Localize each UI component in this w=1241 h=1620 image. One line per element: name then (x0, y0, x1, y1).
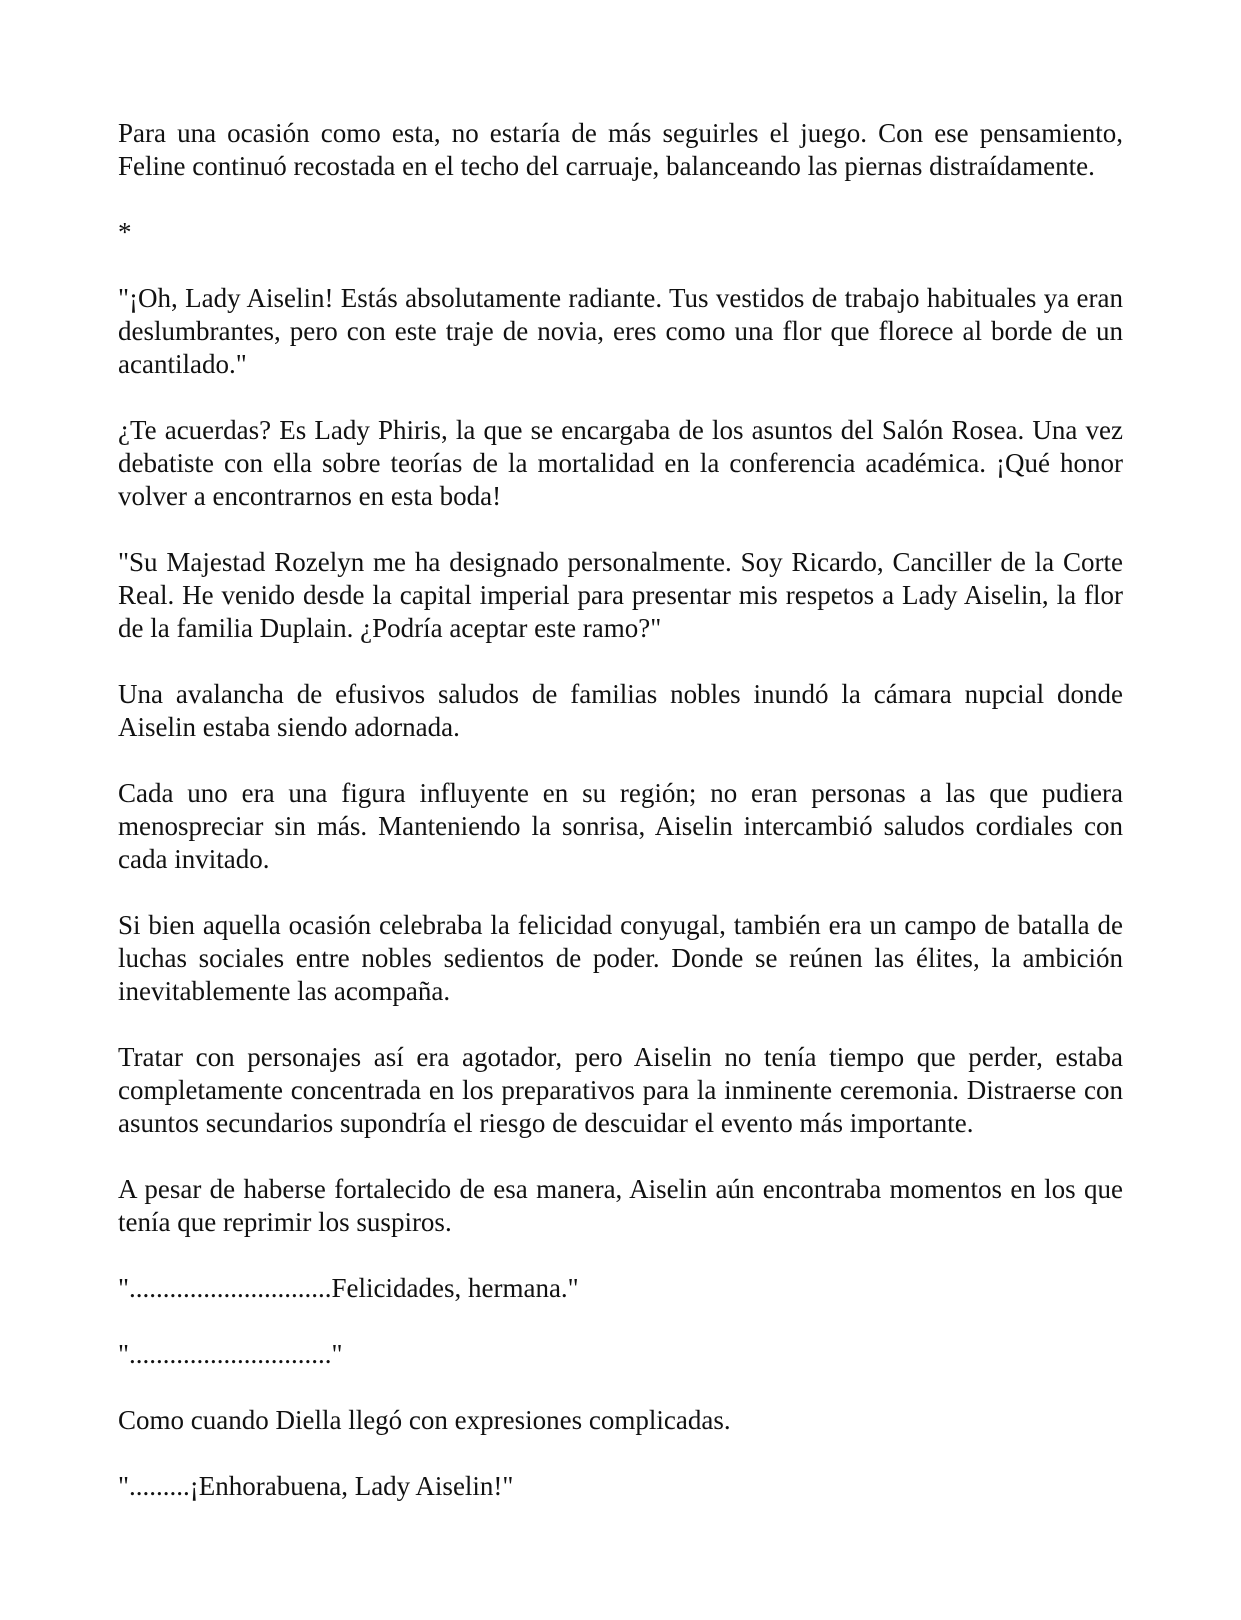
paragraph: A pesar de haberse fortalecido de esa manera, Aiselin aún encontraba momentos en los que tenía que reprimir los suspiros. (118, 1174, 1123, 1237)
paragraph: Para una ocasión como esta, no estaría de más seguirles el juego. Con ese pensamiento, Feline continuó recostada en el techo del carruaje, balanceando las piernas distraídamente. (118, 118, 1123, 181)
dialogue-line: ".........¡Enhorabuena, Lady Aiselin!" (118, 1471, 514, 1501)
dialogue-line: ".............................." (118, 1339, 343, 1369)
paragraph: ¿Te acuerdas? Es Lady Phiris, la que se encargaba de los asuntos del Salón Rosea. Una vez debatiste con ella sobre teorías de la mortalidad en la conferencia académica. ¡Qué honor volver a encontrarnos en esta boda! (118, 415, 1123, 511)
paragraph: "¡Oh, Lady Aiselin! Estás absolutamente radiante. Tus vestidos de trabajo habituales ya eran deslumbrantes, pero con este traje de novia, eres como una flor que florece al borde de un acantilado." (118, 283, 1123, 379)
scene-break: * (118, 217, 132, 247)
dialogue-line: "..............................Felicidades, hermana." (118, 1273, 579, 1303)
paragraph: Una avalancha de efusivos saludos de familias nobles inundó la cámara nupcial donde Aiselin estaba siendo adornada. (118, 679, 1123, 742)
paragraph: Como cuando Diella llegó con expresiones complicadas. (118, 1405, 731, 1435)
paragraph: Si bien aquella ocasión celebraba la felicidad conyugal, también era un campo de batalla de luchas sociales entre nobles sedientos de poder. Donde se reúnen las élites, la ambición inevitablemente las acompaña. (118, 910, 1123, 1006)
document-body (118, 117, 1123, 1503)
paragraph: "Su Majestad Rozelyn me ha designado personalmente. Soy Ricardo, Canciller de la Corte Real. He venido desde la capital imperial para presentar mis respetos a Lady Aiselin, la flor de la familia Duplain. ¿Podría aceptar este ramo?" (118, 547, 1123, 643)
paragraph: Tratar con personajes así era agotador, pero Aiselin no tenía tiempo que perder, estaba completamente concentrada en los preparativos para la inminente ceremonia. Distraerse con asuntos secundarios supondría el riesgo de descuidar el evento más importante. (118, 1042, 1123, 1138)
paragraph: Cada uno era una figura influyente en su región; no eran personas a las que pudiera menospreciar sin más. Manteniendo la sonrisa, Aiselin intercambió saludos cordiales con cada invitado. (118, 778, 1123, 874)
